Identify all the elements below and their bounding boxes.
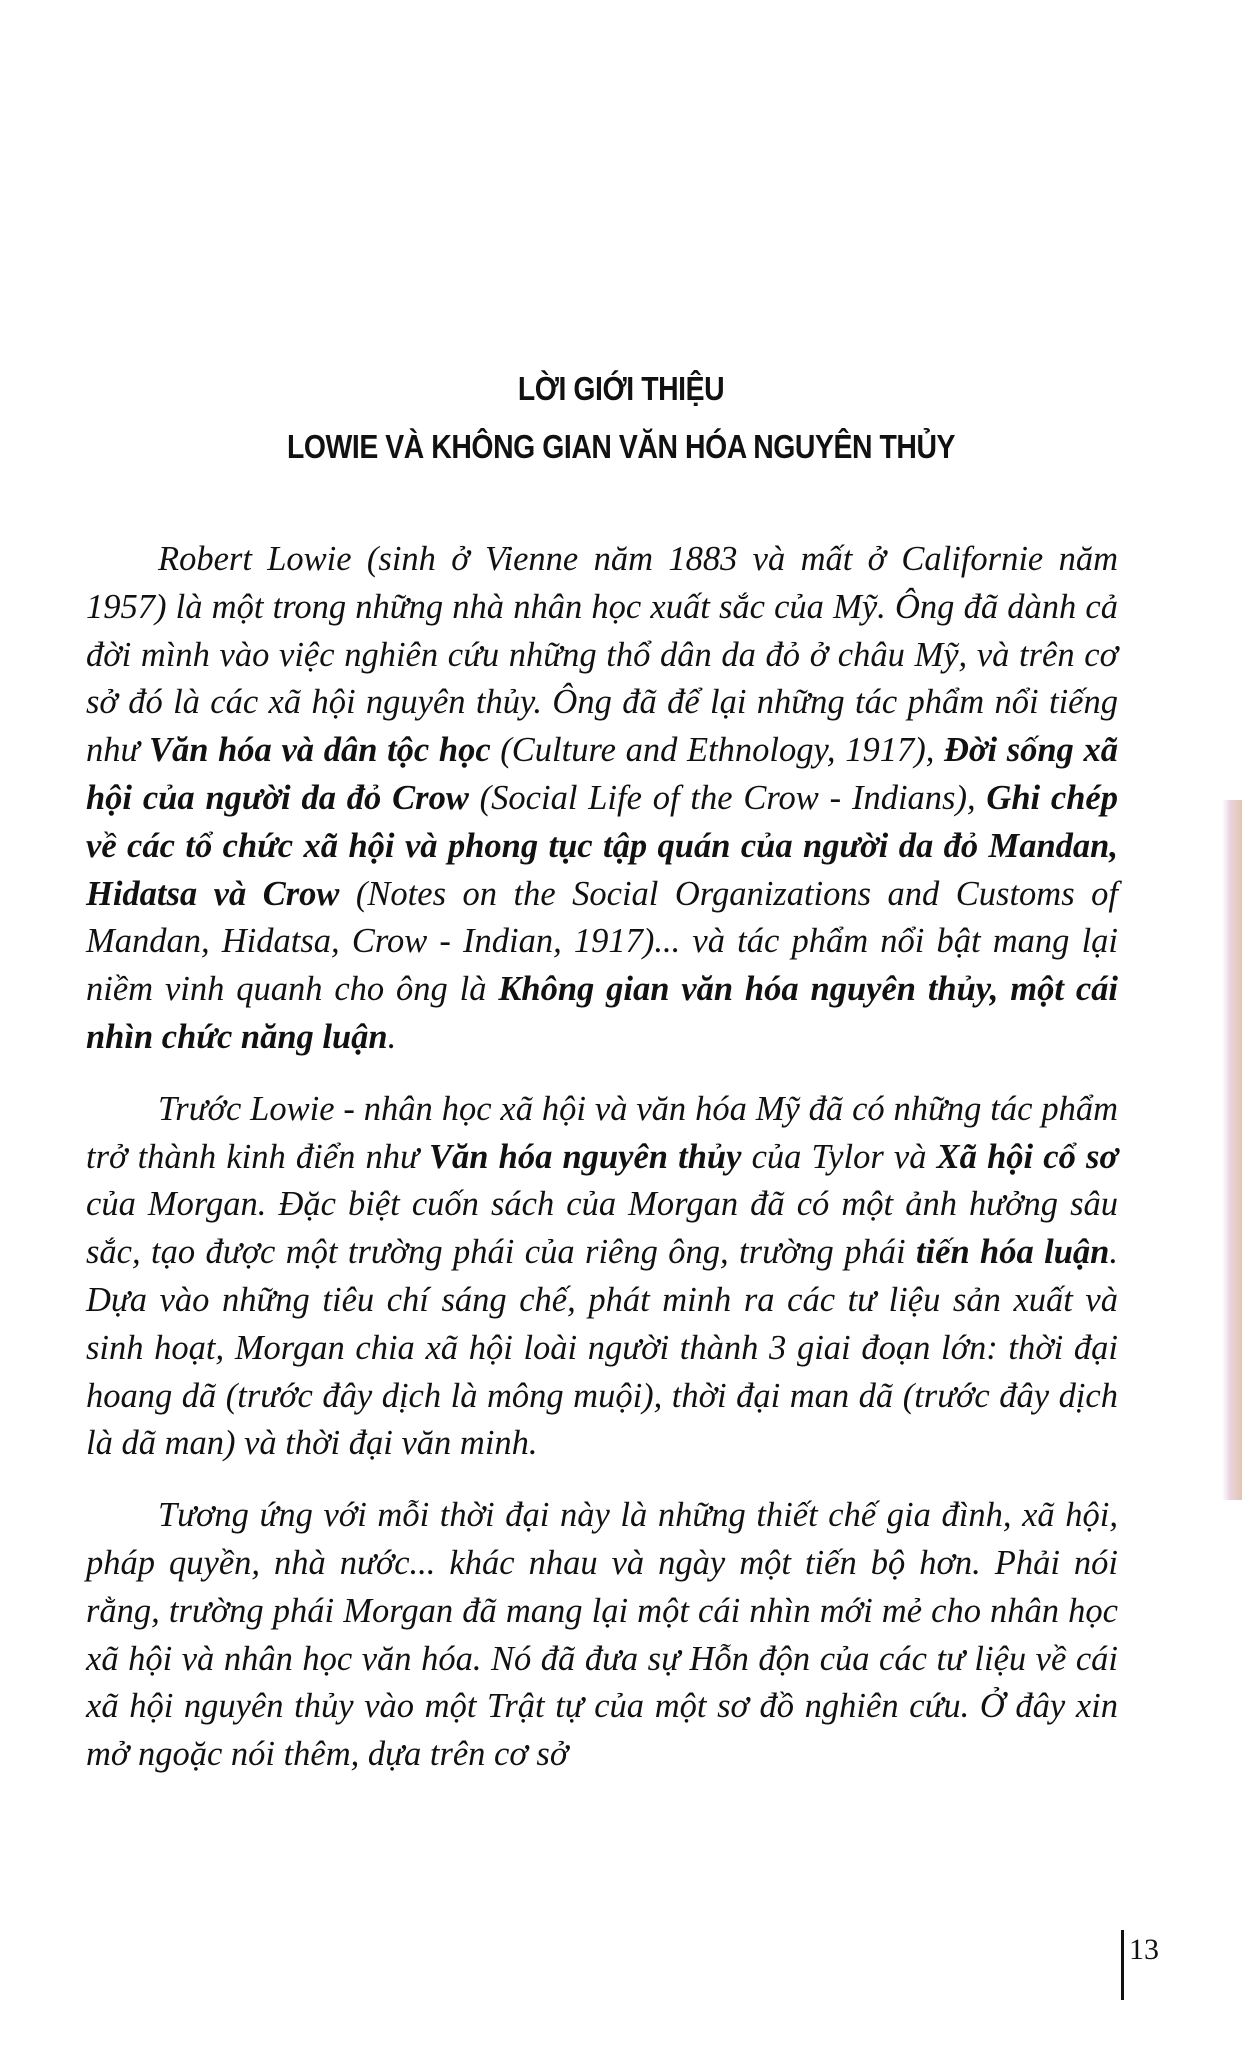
page-number: 13 xyxy=(1121,1930,1159,2000)
paragraph-2 xyxy=(86,1086,1118,1468)
heading-line-2: LOWIE VÀ KHÔNG GIAN VĂN HÓA NGUYÊN THỦY xyxy=(286,428,956,465)
text-run: (Notes on the Social Organizations and Customs of Mandan, Hidatsa, Crow - Indian, 1917)... và tác phẩm nổi bật mang lại niềm vinh quanh cho ông là xyxy=(86,874,1118,1009)
bold-title-run: Xã hội cổ sơ xyxy=(936,1137,1118,1176)
page-binding-edge xyxy=(1222,800,1242,1500)
text-run: Tương ứng với mỗi thời đại này là những thiết chế gia đình, xã hội, pháp quyền, nhà nước... khác nhau và ngày một tiến bộ hơn. Phải nói rằng, trường phái Morgan đã mang lại một cái nhìn mới mẻ cho nhân học xã hội và nhân học văn hóa. Nó đã đưa sự Hỗn độn của các tư liệu về cái xã hội nguyên thủy vào một Trật tự của một sơ đồ nghiên cứu. Ở đây xin mở ngoặc nói thêm, dựa trên cơ sở xyxy=(86,1496,1118,1774)
text-run: Robert Lowie (sinh ở Vienne năm 1883 và mất ở Californie năm 1957) là một trong những nhà nhân học xuất sắc của Mỹ. Ông đã dành cả đời mình vào việc nghiên cứu những thổ dân da đỏ ở châu Mỹ, và trên cơ sở đó là các xã hội nguyên thủy. Ông đã để lại những tác phẩm nổi tiếng như xyxy=(86,540,1118,770)
text-run: Trước Lowie - nhân học xã hội và văn hóa Mỹ đã có những tác phẩm trở thành kinh điển như xyxy=(86,1089,1118,1176)
paragraph-3 xyxy=(86,1492,1118,1779)
bold-title-run: Văn hóa nguyên thủy xyxy=(429,1137,742,1176)
heading-line-1: LỜI GIỚI THIỆU xyxy=(517,370,725,407)
body-text xyxy=(86,536,1118,1803)
text-run: của Morgan. Đặc biệt cuốn sách của Morgan đã có một ảnh hưởng sâu sắc, tạo được một trường phái của riêng ông, trường phái xyxy=(86,1185,1118,1272)
paragraph-1 xyxy=(86,536,1118,1062)
text-run: của Tylor và xyxy=(741,1137,937,1176)
text-run: . xyxy=(387,1017,397,1056)
bold-title-run: Không gian văn hóa nguyên thủy, một cái nhìn chức năng luận xyxy=(86,970,1119,1056)
text-run: (Social Life of the Crow - Indians), xyxy=(468,778,987,817)
bold-title-run: tiến hóa luận xyxy=(915,1233,1110,1272)
chapter-heading xyxy=(0,360,1242,476)
bold-title-run: Ghi chép về các tổ chức xã hội và phong tục tập quán của người da đỏ Mandan, Hidatsa và Crow xyxy=(86,778,1118,913)
text-run: . Dựa vào những tiêu chí sáng chế, phát minh ra các tư liệu sản xuất và sinh hoạt, Morgan chia xã hội loài người thành 3 giai đoạn lớn: thời đại hoang dã (trước đây dịch là mông muội), thời đại man dã (trước đây dịch là dã man) và thời đại văn minh. xyxy=(86,1233,1118,1463)
bold-title-run: Văn hóa và dân tộc học xyxy=(149,731,491,770)
text-run: (Culture and Ethnology, 1917), xyxy=(490,731,945,770)
bold-title-run: Đời sống xã hội của người da đỏ Crow xyxy=(86,731,1118,817)
